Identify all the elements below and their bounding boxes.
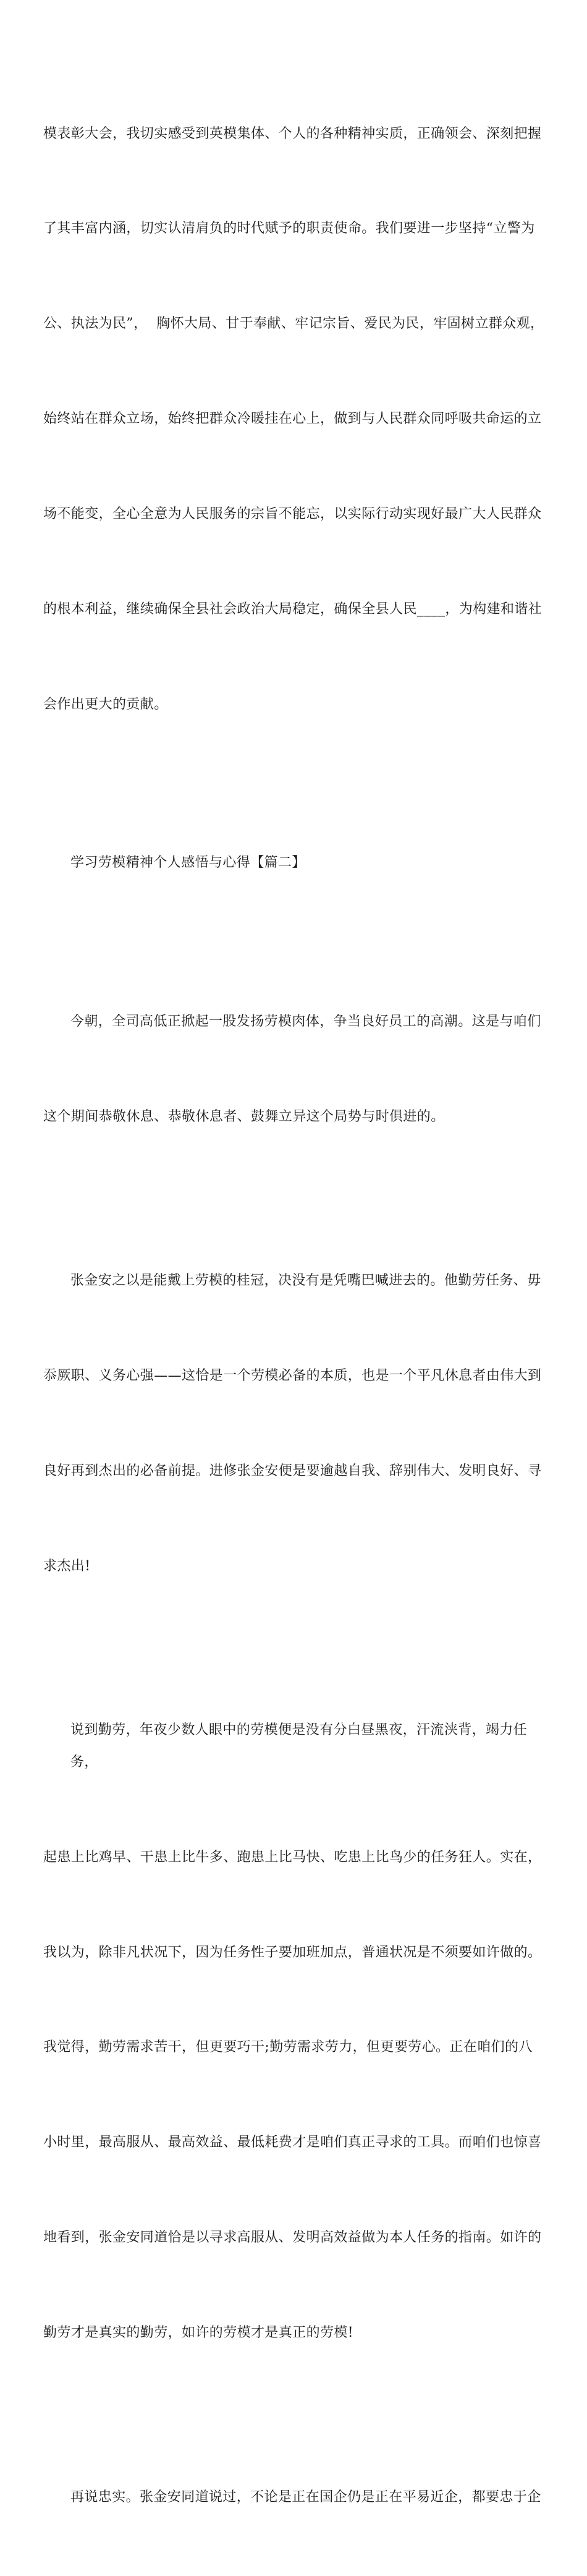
text-line: 我以为，除非凡状况下，因为任务性子要加班加点，普通状况是不须要如许做的。 [43,1944,542,1960]
text-line: 这个期间恭敬休息、恭敬休息者、鼓舞立异这个局势与时俱进的。 [43,1108,445,1124]
paragraph-gap [43,2412,547,2418]
text-line: 良好再到杰出的必备前提。进修张金安便是要逾越自我、辞别伟大、发明良好、寻 [43,1463,542,1479]
paragraph-gap [43,1196,547,1202]
section-heading [43,784,547,942]
text-line: 公、执法为民”， 胸怀大局、甘于奉献、牢记宗旨、爱民为民，牢固树立群众观， [43,316,544,332]
text-line: 说到勤劳，年夜少数人眼中的劳模便是没有分白昼黑夜，汗流浃背，竭力任务， [70,1722,528,1770]
text-line: 今朝，全司高低正掀起一股发扬劳模肉体，争当良好员工的高潮。这是与咱们 [70,1013,541,1029]
text-line: 起患上比鸡早、干患上比牛多、跑患上比马快、吃患上比鸟少的任务狂人。实在， [43,1849,542,1865]
text-line: 始终站在群众立场，始终把群众冷暖挂在心上，做到与人民群众同呼吸共命运的立 [43,411,542,427]
text-line: 忝厥职、义务心强——这恰是一个劳模必备的本质，也是一个平凡休息者由伟大到 [43,1368,542,1384]
text-line: 地看到，张金安同道恰是以寻求高服从、发明高效益做为本人任务的指南。如许的 [43,2230,542,2246]
paragraph [43,2418,547,2576]
text-line: 求杰出! [43,1558,91,1574]
paragraph [43,1202,547,1646]
paragraph-gap [43,1646,547,1651]
heading-text: 学习劳模精神个人感悟与心得【篇二】 [70,855,306,871]
text-line: 场不能变，全心全意为人民服务的宗旨不能忘，以实际行动实现好最广大人民群众 [43,506,542,522]
paragraph [43,1651,547,2412]
text-line: 会作出更大的贡献。 [43,696,168,712]
paragraph [43,942,547,1196]
text-line: 再说忠实。张金安同道说过，不论是正在国企仍是正在平易近企，都要忠于企 [70,2489,541,2505]
paragraph-continued [43,54,547,784]
text-line: 张金安之以是能戴上劳模的桂冠，决没有是凭嘴巴喊进去的。他勤劳任务、毋 [70,1273,541,1289]
text-line: 了其丰富内涵，切实认清肩负的时代赋予的职责使命。我们要进一步坚持“立警为 [43,221,535,237]
text-line: 勤劳才是真实的勤劳，如许的劳模才是真正的劳模! [43,2325,354,2341]
text-line: 小时里，最高服从、最高效益、最低耗费才是咱们真正寻求的工具。而咱们也惊喜 [43,2135,542,2151]
text-line: 的根本利益，继续确保全县社会政治大局稳定，确保全县人民____，为构建和谐社 [43,601,543,618]
text-line: 模表彰大会，我切实感受到英模集体、个人的各种精神实质，正确领会、深刻把握 [43,125,542,142]
document-body [43,54,547,2576]
text-line: 我觉得，勤劳需求苦干，但更要巧干;勤劳需求劳力，但更要劳心。正在咱们的八 [43,2039,533,2055]
